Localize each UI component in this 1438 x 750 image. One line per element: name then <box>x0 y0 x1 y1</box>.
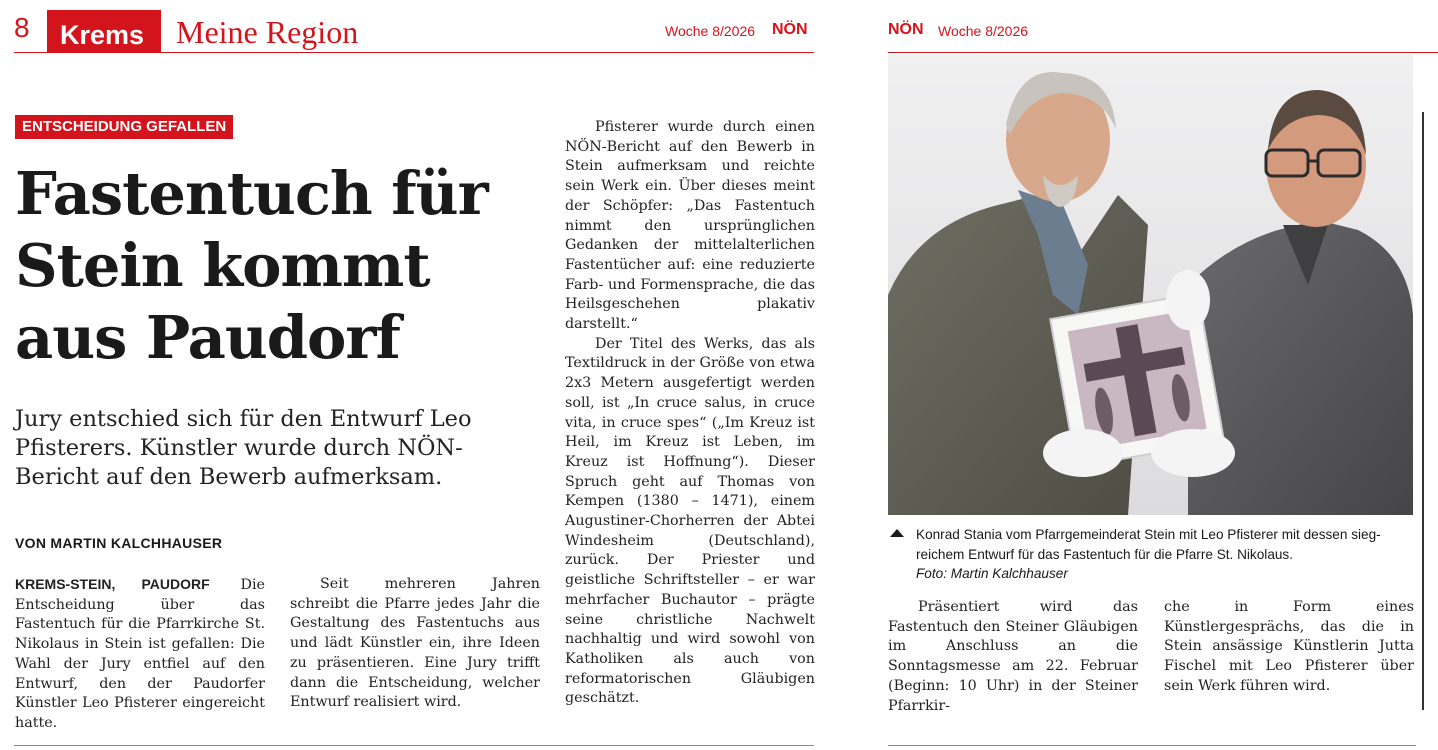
column-rule <box>1422 112 1424 710</box>
caption-triangle-icon <box>890 529 904 537</box>
header-rule <box>888 52 1438 53</box>
brand-logo: NÖN <box>772 21 808 38</box>
right-page <box>880 0 1438 750</box>
section-title: Meine Region <box>176 14 359 50</box>
article-column-1 <box>15 575 265 734</box>
footer-rule <box>14 745 814 746</box>
article-column-2 <box>290 575 540 713</box>
photo-caption <box>890 525 1415 584</box>
region-label: Krems <box>47 10 161 53</box>
page-number: 8 <box>14 12 30 43</box>
article-lead: Jury entschied sich für den Entwurf Leo Pfisterers. Künstler wurde durch NÖN-Bericht auf den Bewerb aufmerksam. <box>15 406 472 490</box>
issue-label: Woche 8/2026 <box>665 23 756 39</box>
kicker-label: ENTSCHEIDUNG GEFALLEN <box>15 115 233 139</box>
issue-label: Woche 8/2026 <box>938 23 1029 39</box>
footer-rule <box>888 745 1416 746</box>
caption-line-2: reichem Entwurf für das Fastentuch für die Pfarre St. Nikolaus. <box>916 546 1294 562</box>
column-3-paragraph-1: Pfisterer wurde durch einen NÖN-Bericht auf den Bewerb in Stein aufmerksam und reichte sein Werk ein. Über dieses meint der Schöpfer: „Das Fastentuch nimmt den ursprünglichen Gedanken der mittelalterlichen Fastentücher auf: eine reduzierte Farb- und Formensprache, die das Heilsgeschehen plakativ darstellt.“ <box>565 119 815 333</box>
article-column-4 <box>888 598 1138 716</box>
caption-line-1: Konrad Stania vom Pfarrgemeinderat Stein mit Leo Pfisterer mit dessen sieg- <box>916 527 1381 542</box>
article-column-5 <box>1164 598 1414 697</box>
column-4-text: Präsentiert wird das Fastentuch den Steiner Gläubigen im Anschluss an die Sonntagsmesse am 22. Februar (Beginn: 10 Uhr) in der Steiner Pfarrkir- <box>888 599 1138 714</box>
column-2-text: Seit mehreren Jahren schreibt die Pfarre jedes Jahr die Gestaltung des Fastentuchs aus und lädt Künstler ein, ihre Ideen zu präsentieren. Eine Jury trifft dann die Entscheidung, welcher Entwurf realisiert wird. <box>290 576 540 711</box>
column-5-text: che in Form eines Künstlergesprächs, das die in Stein ansässige Künstlerin Jutta Fischel mit Leo Pfisterer über sein Werk führen wird. <box>1164 599 1414 694</box>
photo-illustration <box>888 55 1413 515</box>
photo-credit: Foto: Martin Kalchhauser <box>916 566 1068 581</box>
article-photo <box>888 55 1413 515</box>
article-dateline: KREMS-STEIN, PAUDORF <box>15 576 210 592</box>
column-1-text: Die Entscheidung über das Fastentuch für die Pfarrkirche St. Nikolaus in Stein ist gefallen: Die Wahl der Jury entfiel auf den Entwurf, den der Paudorfer Künstler Leo Pfisterer eingereicht hatte. <box>15 577 265 731</box>
brand-logo: NÖN <box>888 21 924 38</box>
column-3-paragraph-2: Der Titel des Werks, das als Textildruck in der Größe von etwa 2x3 Metern ausgefertigt werden soll, ist „In cruce salus, in cruce vita, in cruce spes“ („Im Kreuz ist Heil, im Kreuz ist Leben, im Kreuz ist Hoffnung“). Dieser Spruch geht auf Thomas von Kempen (1380 – 1471), einem Augustiner-Chorherren der Abtei Windesheim (Deutschland), zurück. Der Priester und geistliche Schriftsteller – er war mehrfacher Buchautor – prägte seine christliche Nachwelt nachhaltig und wird sowohl von Katholiken als auch von reformatorischen Gläubigen geschätzt. <box>565 335 815 707</box>
article-headline: Fastentuch für Stein kommt aus Paudorf <box>15 159 488 372</box>
header-rule <box>14 52 814 53</box>
article-column-3 <box>565 118 815 709</box>
article-byline: VON MARTIN KALCHHAUSER <box>15 535 223 551</box>
